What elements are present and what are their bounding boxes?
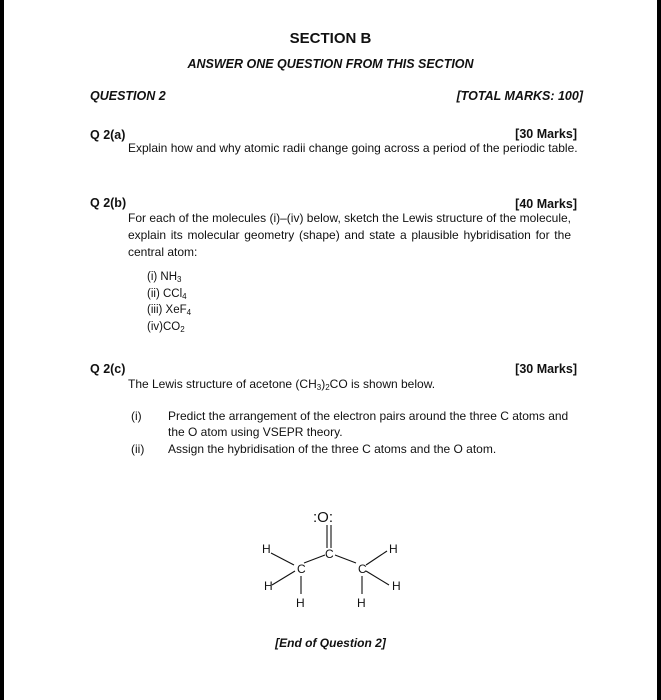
exam-page: [4, 0, 657, 700]
q2c-marks: [30 Marks]: [515, 362, 577, 376]
right-methyl-carbon: C: [358, 562, 367, 576]
end-of-question: [End of Question 2]: [275, 636, 386, 650]
q2c-label: Q 2(c): [90, 362, 126, 376]
q2a-label: Q 2(a): [90, 128, 126, 142]
section-title: SECTION B: [289, 30, 372, 47]
single-bond-line: [304, 555, 325, 563]
q2b-text: For each of the molecules (i)–(iv) below, sketch the Lewis structure of the molecule, explain its molecular geometry (shape) and state a plausible hybridisation for the central atom:: [128, 211, 571, 259]
molecule-item: (iii) XeF$_4$: [147, 304, 192, 317]
q2b-marks: [40 Marks]: [515, 197, 577, 211]
single-bond-line: [366, 571, 389, 585]
single-bond-line: [272, 571, 295, 585]
hydrogen-atom: H: [389, 542, 398, 556]
section-instruction: ANSWER ONE QUESTION FROM THIS SECTION: [187, 57, 474, 71]
q2c-intro: The Lewis structure of acetone $(CH_3)_2CO$ is shown below.: [128, 377, 436, 392]
molecule-item: (i) $NH_3$: [147, 271, 182, 284]
hydrogen-atom: H: [262, 542, 271, 556]
molecule-item: (ii) CCl$_4$: [147, 287, 187, 301]
carbonyl-carbon: C: [325, 547, 334, 561]
q2c-item-num: (ii): [131, 442, 145, 456]
oxygen-atom: :O:: [313, 509, 334, 526]
q2c-item-text: Predict the arrangement of the electron pairs around the three C atoms and the O atom using VSEPR theory.: [168, 409, 569, 439]
single-bond-line: [366, 551, 387, 565]
hydrogen-atom: H: [296, 596, 305, 610]
hydrogen-atom: H: [392, 579, 401, 593]
hydrogen-atom: H: [357, 596, 366, 610]
question-heading: QUESTION 2: [90, 89, 166, 103]
q2a-text: Explain how and why atomic radii change going across a period of the periodic table.: [128, 141, 578, 155]
q2c-item-num: (i): [131, 409, 142, 423]
hydrogen-atom: H: [264, 579, 273, 593]
q2c-item-text: Assign the hybridisation of the three C atoms and the O atom.: [168, 442, 497, 456]
q2a-marks: [30 Marks]: [515, 127, 577, 141]
molecule-item: $(iv)CO_2$: [147, 320, 185, 334]
left-methyl-carbon: C: [297, 562, 306, 576]
single-bond-line: [335, 555, 356, 563]
q2b-label: Q 2(b): [90, 196, 127, 210]
single-bond-line: [271, 553, 294, 565]
total-marks: [TOTAL MARKS: 100]: [456, 89, 583, 103]
acetone-lewis-structure: [4, 0, 657, 700]
